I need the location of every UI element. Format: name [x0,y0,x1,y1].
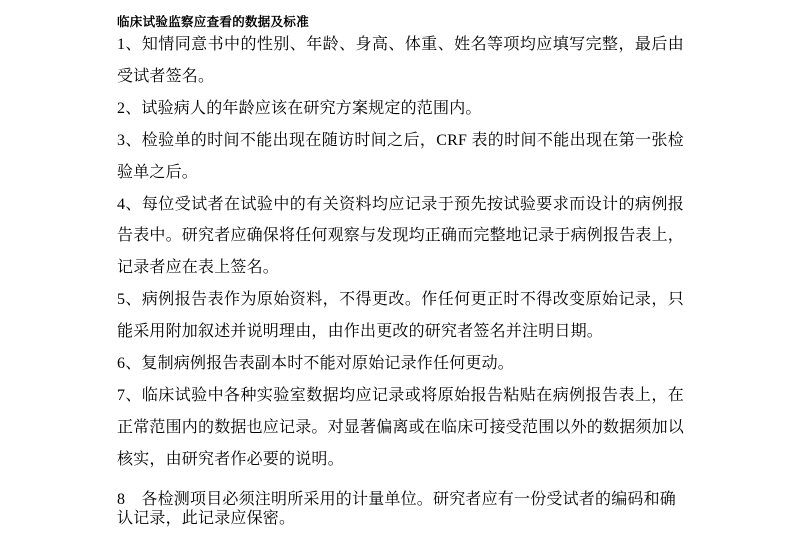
paragraph-2: 2、试验病人的年龄应该在研究方案规定的范围内。 [117,99,482,117]
paragraph-6: 6、复制病例报告表副本时不能对原始记录作任何更动。 [117,355,515,373]
paragraph-8: 8 各检测项目必须注明所采用的计量单位。研究者应有一份受试者的编码和确认记录，此记录应保密。 [117,490,677,527]
paragraph-7: 7、临床试验中各种实验室数据均应记录或将原始报告粘贴在病例报告表上，在正常范围内的数据也应记录。对显著偏离或在临床可接受范围以外的数据须加以核实，由研究者作必要的说明。 [117,386,685,468]
paragraph-3: 3、检验单的时间不能出现在随访时间之后，CRF 表的时间不能出现在第一张检验单之后。 [117,131,684,181]
paragraph-1: 1、知情同意书中的性别、年龄、身高、体重、姓名等项均应填写完整，最后由受试者签名。 [117,36,684,85]
paragraph-5: 5、病例报告表作为原始资料，不得更改。作任何更正时不得改变原始记录，只能采用附加叙述并说明理由，由作出更改的研究者签名并注明日期。 [117,291,684,341]
paragraph-4: 4、每位受试者在试验中的有关资料均应记录于预先按试验要求而设计的病例报告表中。研究者应确保将任何观察与发现均正确而完整地记录于病例报告表上，记录者应在表上签名。 [117,195,685,277]
document-title: 临床试验监察应查看的数据及标准 [117,15,310,29]
